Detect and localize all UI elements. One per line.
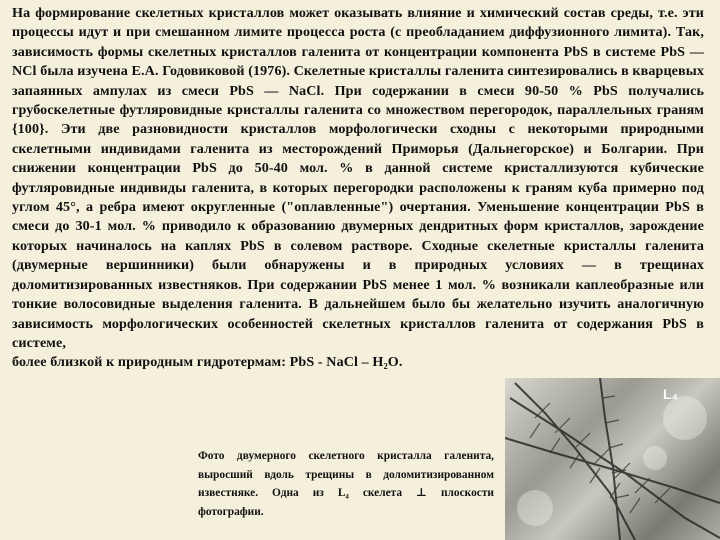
- photo-label-l4: L₄: [663, 386, 679, 402]
- main-paragraph-body: На формирование скелетных кристаллов может оказывать влияние и химический состав среды, т.е. эти процессы идут и при смешанном лимите процесса роста (с преобладанием диффузионного лимита). Так, зависимость формы скелетных кристаллов галенита от концентрации компонента PbS в системе PbS — NCl была изучена Е.А. Годовиковой (1976). Скелетные кристаллы галенита синтезировались в кварцевых запаянных ампулах из смеси PbS — NaCl. При содержании в смеси 90-50 % PbS получались грубоскелетные футляровидные кристаллы галенита со множеством перегородок, параллельных граням {100}. Эти две разновидности кристаллов морфологически сходны с некоторыми природными скелетными индивидами галенита из месторождений Приморья (Дальнегорское) и Болгарии. При снижении концентрации PbS до 50-40 мол. % в данной системе кристаллизуются кубические футляровидные индивиды галенита, в которых перегородки расположены к граням куба примерно под углом 45°, а ребра имеют округленные ("оплавленные") очертания. Уменьшение концентрации PbS в смеси до 30-1 мол. % приводило к образованию двумерных дендритных форм кристаллов, зарождение которых начиналось на каплях PbS в солевом растворе. Сходные скелетные кристаллы галенита (двумерные вершинники) были обнаружены и в природных условиях — в трещинах доломитизированных известняков. При содержании PbS менее 1 мол. % возникали каплеобразные или тонкие волосовидные выделения галенита. В дальнейшем было бы желательно изучить аналогичную зависимость морфологических особенностей скелетных кристаллов галенита от содержания PbS в системе,: [12, 5, 704, 351]
- galena-crystal-photo: [505, 378, 720, 540]
- main-paragraph-tail: более близкой к природным гидротермам: PbS - NaCl – H₂O.: [12, 354, 403, 371]
- main-paragraph: [12, 4, 704, 373]
- photo-texture: [505, 378, 720, 540]
- photo-caption: Фото двумерного скелетного кристалла галенита, выросший вдоль трещины в доломитизированном известняке. Одна из L₄ скелета ⊥ плоскости фотографии.: [198, 450, 494, 518]
